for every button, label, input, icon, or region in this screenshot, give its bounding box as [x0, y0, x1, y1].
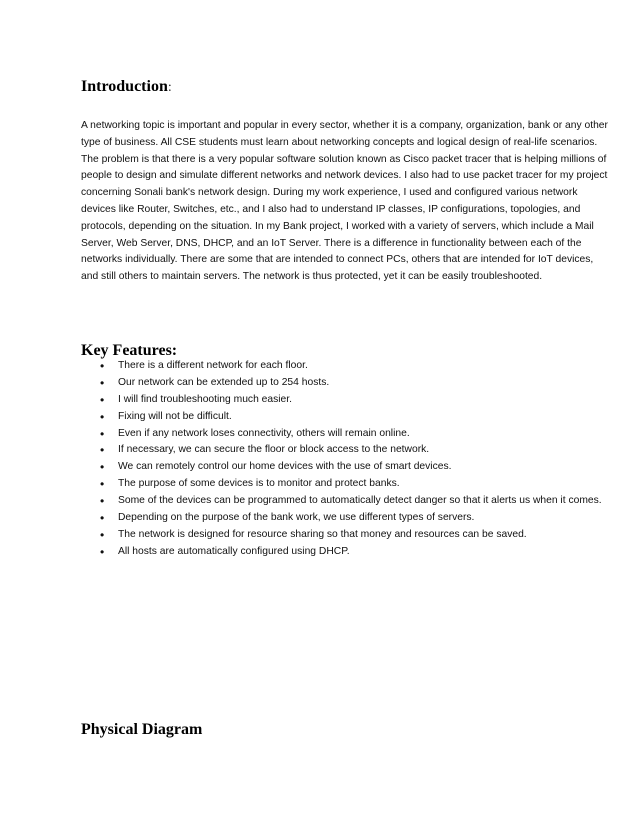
bullet-icon: • — [100, 527, 105, 542]
feature-list-item — [98, 527, 602, 544]
key-features-list — [98, 358, 602, 561]
bullet-icon: • — [100, 477, 105, 492]
feature-list-item — [98, 392, 602, 409]
feature-text: If necessary, we can secure the floor or block access to the network. — [118, 444, 430, 456]
feature-list-item — [98, 510, 602, 527]
introduction-colon: : — [167, 80, 172, 95]
feature-list-item — [98, 409, 602, 426]
feature-list-item — [98, 358, 602, 375]
feature-list-item — [98, 544, 602, 561]
feature-list-item — [98, 442, 602, 459]
feature-text: We can remotely control our home devices with the use of smart devices. — [118, 461, 452, 473]
bullet-icon: • — [100, 392, 105, 407]
feature-list-item — [98, 459, 602, 476]
introduction-paragraph-block — [81, 118, 611, 286]
feature-list-item — [98, 476, 602, 493]
feature-text: The purpose of some devices is to monitor and protect banks. — [118, 478, 400, 490]
bullet-icon: • — [100, 460, 105, 475]
introduction-paragraph: A networking topic is important and popular in every sector, whether it is a company, organization, bank or any other type of business. All CSE students must learn about networking concepts and logical design of real-life scenarios. The problem is that there is a very popular software solution known as Cisco packet tracer that is helping millions of people to design and simulate different networks and network devices. I also had to use packet tracer for my project concerning Sonali bank's network design. During my work experience, I used and configured various network devices like Router, Switches, etc., and I also had to understand IP classes, IP configurations, topologies, and protocols, depending on the situation. In my Bank project, I worked with a variety of servers, which include a Mail Server, Web Server, DNS, DHCP, and an IoT Server. There is a difference in functionality between each of the networks individually. There are some that are intended to connect PCs, others that are intended for IoT devices, and still others to maintain servers. The network is thus protected, yet it can be easily troubleshooted. — [81, 120, 608, 283]
feature-list-item — [98, 493, 602, 510]
feature-text: Fixing will not be difficult. — [118, 410, 232, 422]
bullet-icon: • — [100, 511, 105, 526]
introduction-title: Introduction — [81, 78, 168, 95]
bullet-icon: • — [100, 494, 105, 509]
feature-text: Our network can be extended up to 254 hosts. — [118, 376, 330, 388]
feature-list-item — [98, 375, 602, 392]
introduction-heading — [81, 77, 172, 98]
feature-text: I will find troubleshooting much easier. — [118, 393, 292, 405]
bullet-icon: • — [100, 359, 105, 373]
bullet-icon: • — [100, 443, 105, 458]
feature-list-item — [98, 426, 602, 443]
feature-text: Even if any network loses connectivity, others will remain online. — [118, 427, 410, 439]
feature-text: Some of the devices can be programmed to automatically detect danger so that it alerts us when it comes. — [118, 495, 602, 507]
feature-text: There is a different network for each floor. — [118, 360, 308, 371]
bullet-icon: • — [100, 426, 105, 441]
feature-text: All hosts are automatically configured using DHCP. — [118, 545, 350, 557]
bullet-icon: • — [100, 409, 105, 424]
physical-diagram-heading: Physical Diagram — [81, 721, 203, 738]
bullet-icon: • — [100, 375, 105, 390]
feature-text: The network is designed for resource sharing so that money and resources can be saved. — [118, 528, 527, 540]
bullet-icon: • — [100, 544, 105, 559]
feature-text: Depending on the purpose of the bank work, we use different types of servers. — [118, 512, 475, 524]
key-features-heading: Key Features: — [81, 342, 178, 359]
